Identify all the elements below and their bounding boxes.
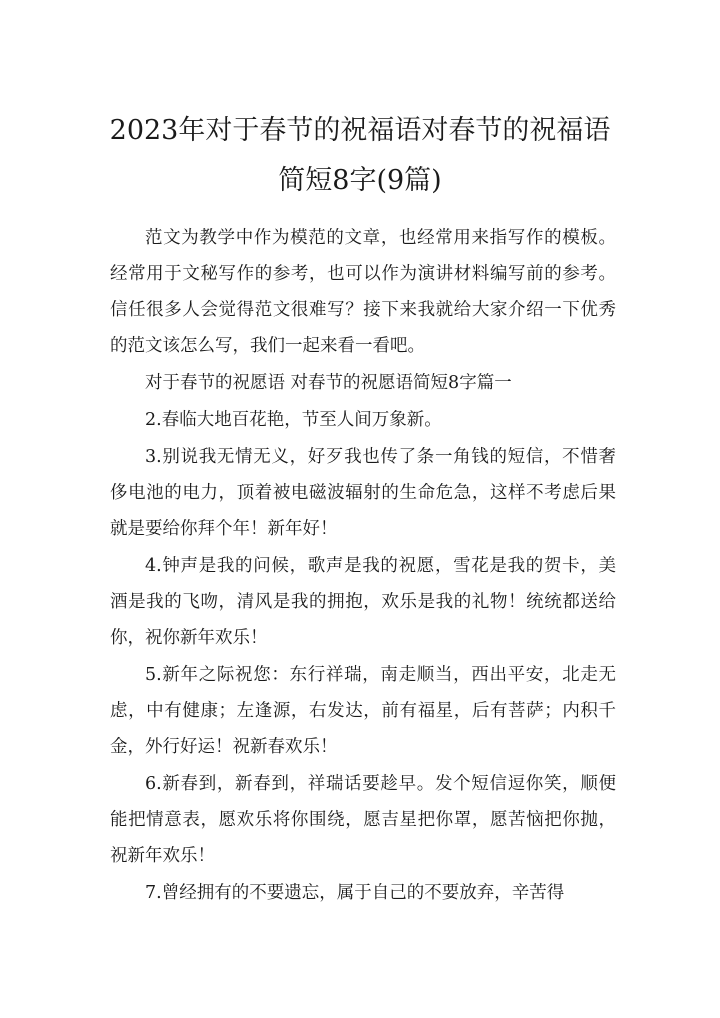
paragraph-heading: 对于春节的祝愿语 对春节的祝愿语简短8字篇一 bbox=[145, 373, 512, 393]
paragraph-item-7: 7.曾经拥有的不要遗忘，属于自己的不要放弃，辛苦得 bbox=[145, 883, 565, 903]
paragraph-intro: 范文为教学中作为模范的文章，也经常用来指写作的模板。经常用于文秘写作的参考，也可以作为演讲材料编写前的参考。信任很多人会觉得范文很难写？接下来我就给大家介绍一下优秀的范文该怎么写，我们一起来看一看吧。 bbox=[110, 228, 616, 356]
paragraph-item-4: 4.钟声是我的问候，歌声是我的祝愿，雪花是我的贺卡，美酒是我的飞吻，清风是我的拥抱，欢乐是我的礼物！统统都送给你，祝你新年欢乐！ bbox=[110, 556, 616, 648]
document-body bbox=[110, 220, 616, 911]
paragraph-item-5: 5.新年之际祝您：东行祥瑞，南走顺当，西出平安，北走无虑，中有健康；左逢源，右发达，前有福星，后有菩萨；内积千金，外行好运！祝新春欢乐！ bbox=[110, 665, 616, 757]
paragraph-item-6: 6.新春到，新春到，祥瑞话要趁早。发个短信逗你笑，顺便能把情意表，愿欢乐将你围绕，愿吉星把你罩，愿苦恼把你抛，祝新年欢乐！ bbox=[110, 774, 616, 866]
title-line-2: 简短8字(9篇) bbox=[278, 165, 442, 196]
paragraph-item-2: 2.春临大地百花艳，节至人间万象新。 bbox=[145, 410, 442, 430]
document-title bbox=[100, 106, 620, 206]
paragraph-item-3: 3.别说我无情无义，好歹我也传了条一角钱的短信，不惜奢侈电池的电力，顶着被电磁波辐射的生命危急，这样不考虑后果就是要给你拜个年！新年好！ bbox=[110, 447, 616, 539]
title-line-1: 2023年对于春节的祝福语对春节的祝福语 bbox=[109, 115, 611, 146]
